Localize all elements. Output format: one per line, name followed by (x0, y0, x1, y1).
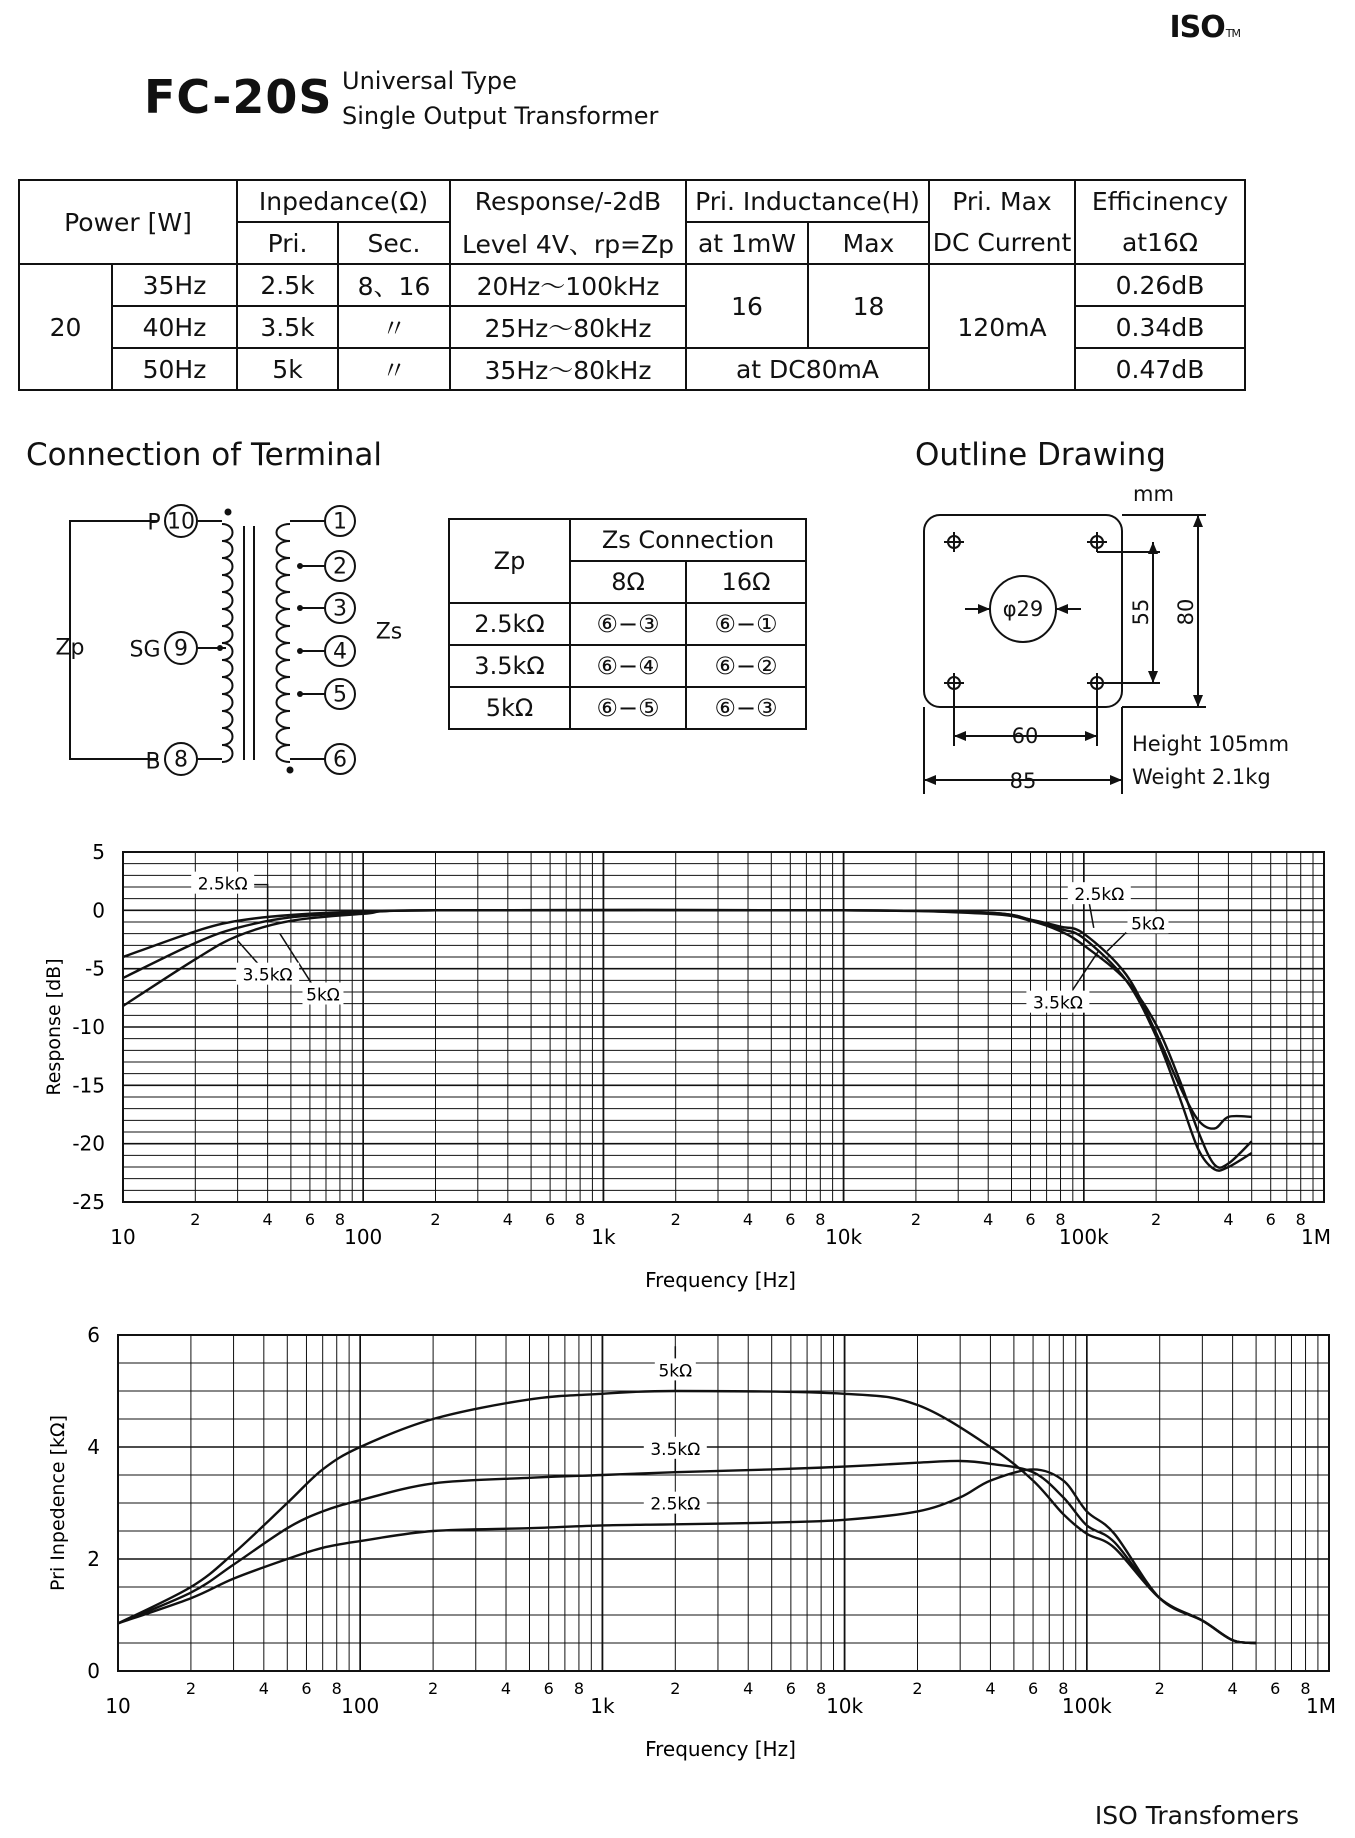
hdr-response: Response/-2dB (450, 180, 686, 222)
row-freq: 40Hz (112, 306, 237, 348)
primary-coil (222, 524, 233, 762)
row-freq: 35Hz (112, 264, 237, 306)
hdr-max: Max (808, 222, 929, 264)
x-minor-tick-label: 8 (334, 1210, 346, 1229)
x-minor-tick-label: 8 (1300, 1679, 1311, 1698)
terminal-5-label: 5 (333, 682, 347, 708)
y-tick-label: 0 (87, 1659, 100, 1683)
terminal-3-label: 3 (333, 596, 347, 622)
terminal-6-label: 6 (333, 747, 347, 773)
outline-title: Outline Drawing (915, 437, 1166, 473)
zs-c16: ⑥−① (686, 603, 806, 645)
x-tick-label: 10k (825, 1225, 863, 1249)
tap-dot (217, 645, 223, 651)
weight-label: Weight 2.1kg (1132, 765, 1271, 789)
zs-row (449, 687, 806, 729)
grid (118, 1335, 1329, 1671)
x-minor-tick-label: 4 (258, 1679, 269, 1698)
impedance-chart (0, 1305, 1355, 1785)
x-tick-label: 10k (826, 1694, 864, 1718)
y-tick-label: -20 (72, 1131, 105, 1156)
x-tick-label: 10 (110, 1225, 136, 1249)
x-minor-tick-label: 4 (262, 1210, 273, 1229)
row-response: 35Hz〜80kHz (450, 348, 686, 390)
series-label: 5kΩ (306, 985, 340, 1006)
x-minor-tick-label: 8 (331, 1679, 342, 1698)
y-tick-label: 0 (92, 898, 105, 923)
zs-zp: 3.5kΩ (449, 645, 570, 687)
connection-diagram (0, 490, 440, 790)
series-label: 3.5kΩ (242, 965, 293, 986)
ind-note: at DC80mA (686, 348, 929, 390)
series-label: 5kΩ (1131, 914, 1165, 935)
x-minor-tick-label: 6 (1025, 1210, 1036, 1229)
x-minor-tick-label: 6 (785, 1679, 796, 1698)
hdr-response-sub: Level 4V、rp=Zp (450, 222, 686, 264)
x-minor-tick-label: 8 (573, 1679, 585, 1698)
polarity-dot (225, 509, 232, 516)
x-tick-label: 1k (590, 1694, 615, 1718)
zs-row (449, 645, 806, 687)
x-minor-tick-label: 2 (670, 1210, 681, 1229)
zs-row (449, 603, 806, 645)
brand-logo: ISOTM (1169, 10, 1240, 45)
x-tick-label: 100k (1061, 1694, 1112, 1718)
x-axis-label: Frequency [Hz] (645, 1268, 796, 1292)
subtitle-line1: Universal Type (342, 67, 517, 95)
tap-dot (297, 691, 303, 697)
row-freq: 50Hz (112, 348, 237, 390)
zs-c16: ⑥−③ (686, 687, 806, 729)
p-label: P (147, 510, 161, 536)
zs-hdr-16: 16Ω (686, 561, 806, 603)
row-pri: 2.5k (237, 264, 338, 306)
zs-zp: 5kΩ (449, 687, 570, 729)
mount-hole (1087, 532, 1107, 552)
response-chart (0, 825, 1355, 1305)
tap-dot (297, 563, 303, 569)
x-minor-tick-label: 8 (816, 1679, 827, 1698)
grid (123, 852, 1324, 1202)
spec-row (19, 264, 1245, 306)
ind-max: 18 (808, 264, 929, 348)
model-name: FC-20S (144, 70, 333, 124)
zs-c8: ⑥−③ (570, 603, 686, 645)
zs-zp: 2.5kΩ (449, 603, 570, 645)
dia-label: φ29 (1002, 597, 1044, 621)
ind-at1mw: 16 (686, 264, 808, 348)
terminal-1-label: 1 (333, 509, 347, 535)
x-minor-tick-label: 2 (912, 1679, 923, 1698)
footer-text: ISO Transfomers (1094, 1801, 1299, 1830)
spec-table (18, 179, 1246, 391)
terminal-8-label: 8 (174, 747, 188, 773)
row-pri: 3.5k (237, 306, 338, 348)
x-minor-tick-label: 4 (500, 1679, 512, 1698)
model-subtitle (342, 64, 658, 134)
x-tick-label: 100 (344, 1225, 383, 1249)
tap-dot (297, 605, 303, 611)
dc-current: 120mA (929, 264, 1075, 390)
hdr-at1mw: at 1mW (686, 222, 808, 264)
dim60-label: 60 (1011, 724, 1039, 748)
x-minor-tick-label: 6 (1265, 1210, 1276, 1229)
x-minor-tick-label: 2 (430, 1210, 441, 1229)
dim55-label: 55 (1129, 598, 1153, 626)
zs-hdr-conn: Zs Connection (570, 519, 806, 561)
x-minor-tick-label: 6 (301, 1679, 312, 1698)
x-minor-tick-label: 4 (983, 1210, 994, 1229)
terminal-9-label: 9 (174, 636, 188, 662)
y-tick-label: 2 (87, 1547, 100, 1571)
zs-label: Zs (375, 619, 403, 645)
series-label: 2.5kΩ (197, 874, 248, 895)
row-sec: 〃 (338, 348, 450, 390)
hdr-eff-line2: at16Ω (1075, 222, 1245, 264)
x-tick-label: 1M (1301, 1225, 1331, 1249)
hdr-sec: Sec. (338, 222, 450, 264)
hdr-eff-line1: Efficinency (1075, 180, 1245, 222)
dim85-label: 85 (1009, 769, 1037, 793)
height-label: Height 105mm (1132, 732, 1290, 756)
x-minor-tick-label: 4 (1227, 1679, 1238, 1698)
x-minor-tick-label: 2 (190, 1210, 201, 1229)
y-tick-label: -10 (72, 1015, 105, 1039)
hdr-inductance: Pri. Inductance(H) (686, 180, 929, 222)
x-minor-tick-label: 4 (742, 1210, 754, 1229)
x-minor-tick-label: 2 (428, 1679, 439, 1698)
subtitle-line2: Single Output Transformer (342, 102, 659, 130)
x-minor-tick-label: 8 (1295, 1210, 1306, 1229)
sg-label: SG (129, 637, 161, 663)
hdr-dc-line1: Pri. Max (929, 180, 1075, 222)
dim80-label: 80 (1174, 598, 1198, 626)
row-efficiency: 0.34dB (1075, 306, 1245, 348)
zs-hdr-zp: Zp (449, 519, 570, 603)
zs-c16: ⑥−② (686, 645, 806, 687)
x-tick-label: 1M (1306, 1694, 1336, 1718)
x-minor-tick-label: 6 (543, 1679, 554, 1698)
tap-dot (297, 648, 303, 654)
y-tick-label: 5 (92, 840, 105, 864)
connection-title: Connection of Terminal (26, 437, 383, 473)
label-leaders (219, 885, 1127, 990)
x-minor-tick-label: 4 (502, 1210, 513, 1229)
x-tick-label: 10 (105, 1694, 131, 1718)
zs-c8: ⑥−④ (570, 645, 686, 687)
hdr-impedance: Inpedance(Ω) (237, 180, 450, 222)
row-sec: 8、16 (338, 264, 450, 306)
x-minor-tick-label: 8 (1055, 1210, 1066, 1229)
zp-label: Zp (55, 635, 85, 661)
y-tick-label: -15 (72, 1073, 105, 1098)
power-value: 20 (19, 264, 112, 390)
y-tick-label: 6 (87, 1323, 100, 1347)
x-minor-tick-label: 2 (910, 1210, 922, 1229)
row-efficiency: 0.47dB (1075, 348, 1245, 390)
terminal-2-label: 2 (333, 554, 347, 580)
x-minor-tick-label: 8 (1058, 1679, 1069, 1698)
x-minor-tick-label: 6 (1270, 1679, 1281, 1698)
x-tick-label: 1k (591, 1225, 616, 1249)
mount-hole (944, 673, 964, 693)
polarity-dot (287, 767, 294, 774)
zs-c8: ⑥−⑤ (570, 687, 686, 729)
mount-hole (944, 532, 964, 552)
row-response: 20Hz〜100kHz (450, 264, 686, 306)
hdr-pri: Pri. (237, 222, 338, 264)
terminal-4-label: 4 (333, 639, 347, 665)
b-label: B (145, 749, 161, 775)
x-minor-tick-label: 6 (304, 1210, 316, 1229)
row-pri: 5k (237, 348, 338, 390)
x-minor-tick-label: 6 (785, 1210, 796, 1229)
x-minor-tick-label: 2 (1154, 1679, 1165, 1698)
x-minor-tick-label: 4 (743, 1679, 754, 1698)
series-label: 3.5kΩ (650, 1439, 701, 1460)
x-minor-tick-label: 2 (670, 1679, 681, 1698)
x-minor-tick-label: 6 (545, 1210, 556, 1229)
x-minor-tick-label: 4 (1223, 1210, 1234, 1229)
outline-drawing (910, 478, 1290, 808)
x-minor-tick-label: 6 (1027, 1679, 1039, 1698)
x-axis-label: Frequency [Hz] (645, 1737, 796, 1761)
series-label: 5kΩ (658, 1361, 693, 1382)
y-axis-label: Response [dB] (43, 958, 65, 1096)
series-label: 3.5kΩ (1032, 993, 1083, 1014)
unit-label: mm (1133, 482, 1174, 506)
series-line (118, 1391, 1256, 1643)
hdr-dc-line2: DC Current (929, 222, 1075, 264)
x-minor-tick-label: 8 (575, 1210, 586, 1229)
y-tick-label: 4 (87, 1435, 100, 1459)
hdr-power: Power [W] (19, 180, 237, 264)
series-line (118, 1461, 1256, 1643)
secondary-coil (277, 524, 291, 762)
row-sec: 〃 (338, 306, 450, 348)
x-minor-tick-label: 8 (815, 1210, 826, 1229)
zs-connection-table (448, 518, 807, 730)
row-efficiency: 0.26dB (1075, 264, 1245, 306)
x-minor-tick-label: 4 (985, 1679, 996, 1698)
x-tick-label: 100k (1058, 1225, 1109, 1249)
terminal-10-label: 10 (167, 509, 195, 535)
row-response: 25Hz〜80kHz (450, 306, 686, 348)
series-label: 2.5kΩ (1074, 885, 1125, 906)
x-minor-tick-label: 2 (1151, 1210, 1162, 1229)
y-axis-label: Pri Inpedence [kΩ] (47, 1415, 69, 1591)
y-tick-label: -5 (85, 956, 105, 981)
x-minor-tick-label: 2 (185, 1679, 197, 1698)
y-tick-label: -25 (72, 1190, 105, 1214)
series-label: 2.5kΩ (650, 1494, 701, 1515)
x-tick-label: 100 (341, 1694, 380, 1718)
zs-hdr-8: 8Ω (570, 561, 686, 603)
